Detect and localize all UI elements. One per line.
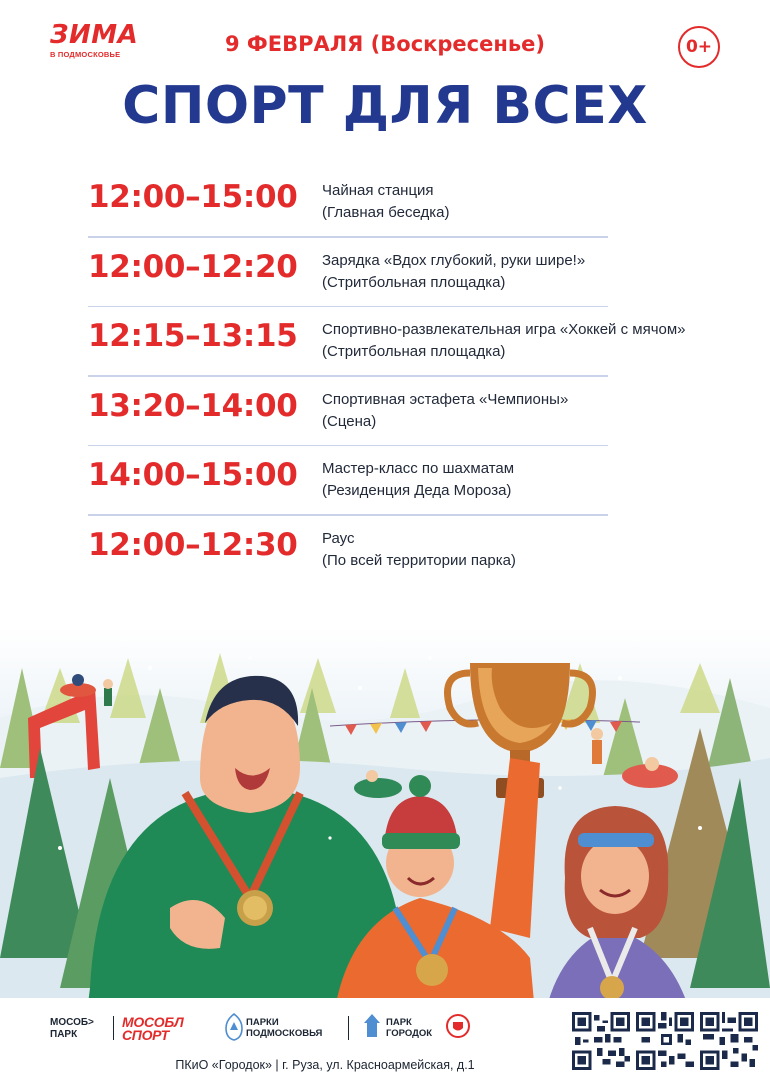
schedule-list xyxy=(88,168,748,586)
schedule-event: Чайная станция xyxy=(322,182,434,199)
schedule-time: 14:00–15:00 xyxy=(88,457,298,494)
logo-text: ГОРОДОК xyxy=(386,1028,433,1039)
address-text: ПКиО «Городок» | г. Руза, ул. Красноармейская, д.1 xyxy=(175,1058,475,1072)
logo-text: ПАРКИ xyxy=(246,1017,279,1028)
parki-podmoskovya-logo xyxy=(246,1017,322,1039)
schedule-description xyxy=(322,250,752,294)
schedule-event: Спортивная эстафета «Чемпионы» xyxy=(322,390,569,408)
schedule-place: (Главная беседка) xyxy=(322,204,450,221)
schedule-time: 12:00–12:20 xyxy=(88,248,298,285)
schedule-description xyxy=(322,528,752,572)
schedule-item xyxy=(88,307,748,377)
schedule-place: (По всей территории парка) xyxy=(322,551,516,569)
logo-separator xyxy=(348,1016,349,1040)
schedule-description xyxy=(322,458,752,502)
brand-sub: В ПОДМОСКОВЬЕ xyxy=(50,50,121,59)
park-gorodok-emblem-icon xyxy=(362,1013,382,1039)
schedule-event: Раус xyxy=(322,529,355,547)
schedule-item xyxy=(88,168,748,238)
schedule-description xyxy=(322,389,752,433)
schedule-time: 13:20–14:00 xyxy=(88,387,298,424)
schedule-description xyxy=(322,319,752,363)
schedule-time: 12:00–15:00 xyxy=(88,179,298,215)
schedule-item xyxy=(88,516,748,586)
logo-text: ПАРК xyxy=(386,1017,412,1028)
schedule-description xyxy=(322,180,752,224)
logo-text: ПАРК xyxy=(50,1029,78,1040)
schedule-time: 12:15–13:15 xyxy=(88,318,298,355)
page-title: СПОРТ ДЛЯ ВСЕХ xyxy=(122,76,648,136)
schedule-event: Зарядка «Вдох глубокий, руки шире!» xyxy=(322,251,586,269)
logo-separator xyxy=(113,1016,114,1040)
schedule-time: 12:00–12:30 xyxy=(88,526,298,563)
logo-text: МОСОБ> xyxy=(50,1017,94,1028)
logo-text: МОСОБЛ xyxy=(122,1014,184,1030)
event-date: 9 ФЕВРАЛЯ (Воскресенье) xyxy=(225,32,545,56)
schedule-event: Мастер-класс по шахматам xyxy=(322,460,515,478)
mosobpark-logo xyxy=(50,1017,94,1041)
logo-text: ПОДМОСКОВЬЯ xyxy=(246,1028,323,1039)
parki-emblem-icon xyxy=(224,1012,244,1042)
logo-text: СПОРТ xyxy=(122,1027,169,1043)
schedule-item xyxy=(88,446,748,516)
park-gorodok-logo xyxy=(386,1017,432,1039)
age-rating-badge: 0+ xyxy=(678,26,720,68)
schedule-place: (Резиденция Деда Мороза) xyxy=(322,482,512,500)
schedule-place: (Стритбольная площадка) xyxy=(322,343,506,361)
schedule-place: (Сцена) xyxy=(322,412,377,430)
brand-word: ЗИМА xyxy=(50,20,139,50)
schedule-event: Спортивно-развлекательная игра «Хоккей с мячом» xyxy=(322,321,686,339)
mosoblsport-logo xyxy=(122,1016,183,1042)
ruza-coat-of-arms-icon xyxy=(446,1014,470,1038)
schedule-place: (Стритбольная площадка) xyxy=(322,273,506,291)
schedule-item xyxy=(88,238,748,308)
schedule-item xyxy=(88,377,748,447)
venue-address xyxy=(0,1058,770,1072)
